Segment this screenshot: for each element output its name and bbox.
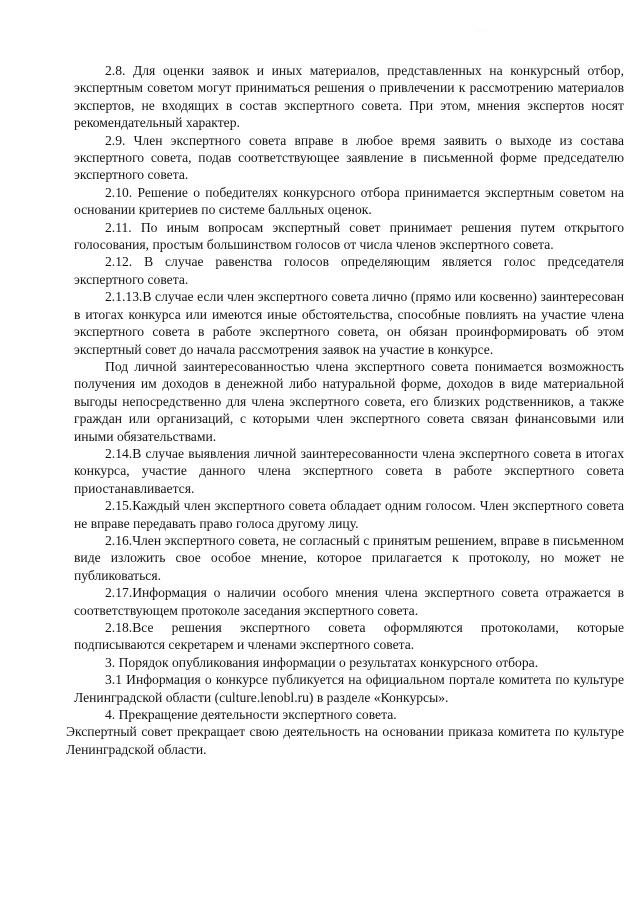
scan-speck: · · (478, 28, 484, 35)
paragraph-2-16: 2.16.Член экспертного совета, не согласный с принятым решением, вправе в письменном виде изложить свое особое мнение, которое прилагается к протоколу, но может не публиковаться. (74, 532, 624, 583)
paragraph-interest-definition: Под личной заинтересованностью члена экспертного совета понимается возможность получения им доходов в денежной либо натуральной форме, доходов в виде материальной выгоды непосредственно для члена экспертного совета, его близких родственников, а также граждан или организаций, с которыми член экспертного совета связан финансовыми или иными обязательствами. (74, 358, 624, 444)
paragraph-2-15: 2.15.Каждый член экспертного совета обладает одним голосом. Член экспертного совета не вправе передавать право голоса другому лицу. (74, 498, 624, 531)
paragraph-2-1-13: 2.1.13.В случае если член экспертного совета лично (прямо или косвенно) заинтересован в итогах конкурса или имеются иные обстоятельства, способные повлиять на участие члена экспертного совета в работе экспертного совета, он обязан проинформировать об этом экспертный совет до начала рассмотрения заявок на участие в конкурсе. (74, 289, 624, 357)
paragraph-2-9: 2.9. Член экспертного совета вправе в любое время заявить о выходе из состава экспертного совета, подав соответствующее заявление в письменной форме председателю экспертного совета. (74, 132, 624, 183)
paragraph-2-14: 2.14.В случае выявления личной заинтересованности члена экспертного совета в итогах конкурса, участие данного члена экспертного совета в работе экспертного совета приостанавливается. (74, 445, 624, 496)
paragraph-2-17: 2.17.Информация о наличии особого мнения члена экспертного совета отражается в соответствующем протоколе заседания экспертного совета. (74, 585, 624, 618)
paragraph-2-18: 2.18.Все решения экспертного совета оформляются протоколами, которые подписываются секретарем и членами экспертного совета. (74, 620, 624, 653)
paragraph-2-8: 2.8. Для оценки заявок и иных материалов, представленных на конкурсный отбор, экспертным советом могут приниматься решения о привлечении к рассмотрению материалов экспертов, не входящих в состав экспертного совета. При этом, мнения экспертов носят рекомендательный характер. (74, 63, 624, 131)
document-body (66, 62, 624, 758)
section-3-heading: 3. Порядок опубликования информации о результатах конкурсного отбора. (105, 654, 539, 670)
paragraph-3-1: 3.1 Информация о конкурсе публикуется на официальном портале комитета по культуре Ленинградской области (culture.lenobl.ru) в разделе «Конкурсы». (74, 672, 624, 705)
section-4-heading: 4. Прекращение деятельности экспертного совета. (105, 707, 397, 723)
paragraph-termination: Экспертный совет прекращает свою деятельность на основании приказа комитета по культуре Ленинградской области. (66, 724, 624, 757)
paragraph-2-11: 2.11. По иным вопросам экспертный совет принимает решения путем открытого голосования, простым большинством голосов от числа членов экспертного совета. (74, 219, 624, 253)
paragraph-2-10: 2.10. Решение о победителях конкурсного отбора принимается экспертным советом на основании критериев по системе балльных оценок. (74, 184, 624, 218)
paragraph-2-12: 2.12. В случае равенства голосов определяющим является голос председателя экспертного совета. (74, 254, 624, 287)
